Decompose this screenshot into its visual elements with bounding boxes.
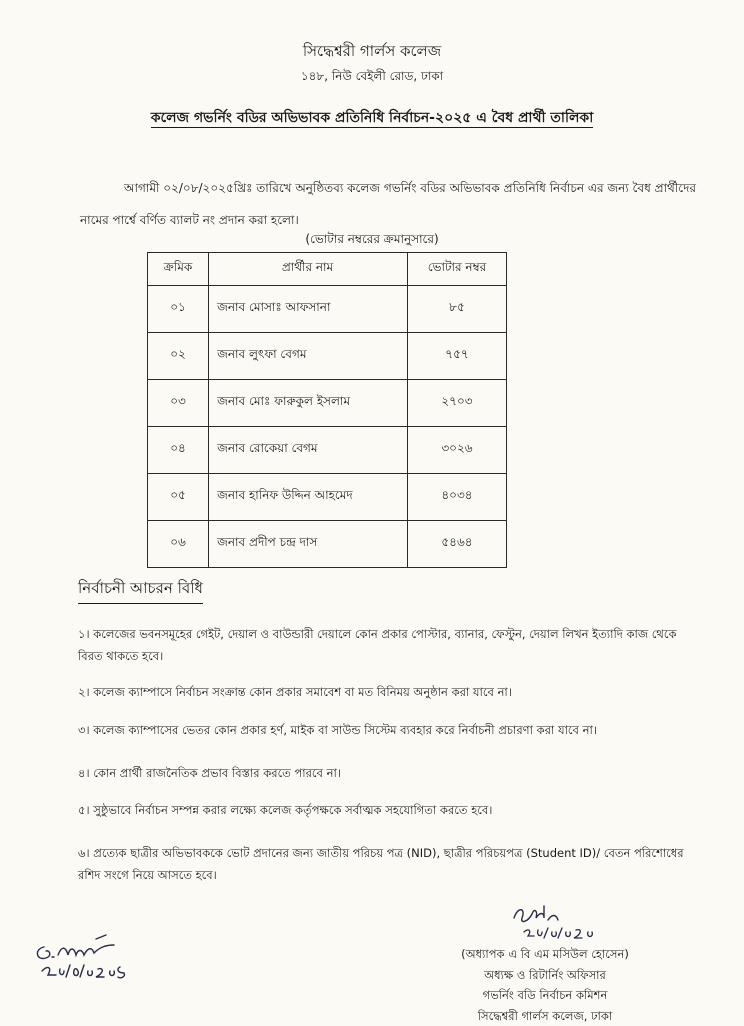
cell-serial: ০৬: [148, 521, 209, 568]
rule-item: ২। কলেজ ক্যাম্পাসে নির্বাচন সংক্রান্ত কোন প্রকার সমাবেশ বা মত বিনিময় অনুষ্ঠান করা যাবে না।: [78, 681, 698, 703]
cell-serial: ০৪: [148, 427, 209, 474]
rule-item: ৪। কোন প্রার্থী রাজনৈতিক প্রভাব বিস্তার করতে পারবে না।: [78, 762, 698, 784]
institution-address: ১৪৮, নিউ বেইলী রোড, ঢাকা: [0, 68, 744, 88]
table-row: [148, 474, 507, 521]
institution-name: সিদ্ধেশ্বরী গার্লস কলেজ: [0, 40, 744, 65]
table-order-note: (ভোটার নম্বরের ক্রমানুসারে): [0, 231, 744, 251]
signatory-institution: সিদ্ধেশ্বরী গার্লস কলেজ, ঢাকা: [420, 1006, 670, 1026]
signatory-commission: গভর্নিং বডি নির্বাচন কমিশন: [420, 985, 670, 1006]
rules-heading: নির্বাচনী আচরন বিধি: [78, 577, 203, 604]
cell-candidate-name: জনাব হানিফ উদ্দিন আহমেদ: [209, 474, 408, 521]
cell-voter-number: ৭৫৭: [407, 333, 506, 380]
rule-item: ৫। সুষ্ঠুভাবে নির্বাচন সম্পন্ন করার লক্ষ্যে কলেজ কর্তৃপক্ষকে সর্বাত্মক সহযোগিতা করতে হবে।: [78, 799, 698, 821]
header-serial: ক্রমিক: [148, 253, 209, 286]
cell-serial: ০৩: [148, 380, 209, 427]
cell-voter-number: ৮৫: [407, 286, 506, 333]
right-handwritten-signature: [500, 900, 610, 944]
rule-item: ৩। কলেজ ক্যাম্পাসের ভেতর কোন প্রকার হর্ণ, মাইক বা সাউন্ড সিস্টেম ব্যবহার করে নির্বাচনী প্রচারণা করা যাবে না।: [78, 719, 698, 741]
cell-serial: ০৫: [148, 474, 209, 521]
intro-paragraph: আগামী ০২/০৮/২০২৫খ্রিঃ তারিখে অনুষ্ঠিতব্য কলেজ গভর্নিং বডির অভিভাবক প্রতিনিধি নির্বাচন এর জন্য বৈধ প্রার্থীদের নামের পার্শ্বে বর্ণিত ব্যালট নং প্রদান করা হলো।: [80, 172, 696, 236]
table-row: [148, 521, 507, 568]
cell-candidate-name: জনাব মোঃ ফারুকুল ইসলাম: [209, 380, 408, 427]
cell-candidate-name: জনাব প্রদীপ চন্দ্র দাস: [209, 521, 408, 568]
document-title: [0, 106, 744, 130]
candidate-table: [147, 252, 507, 568]
cell-voter-number: ২৭০৩: [407, 380, 506, 427]
left-handwritten-signature: [30, 925, 150, 985]
header-candidate-name: প্রার্থীর নাম: [209, 253, 408, 286]
table-row: [148, 333, 507, 380]
cell-serial: ০১: [148, 286, 209, 333]
table-row: [148, 380, 507, 427]
table-header-row: [148, 253, 507, 286]
signatory-block: [420, 944, 670, 1026]
cell-serial: ০২: [148, 333, 209, 380]
cell-voter-number: ৩০২৬: [407, 427, 506, 474]
table-row: [148, 286, 507, 333]
cell-candidate-name: জনাব মোসাঃ আফসানা: [209, 286, 408, 333]
cell-candidate-name: জনাব রোকেয়া বেগম: [209, 427, 408, 474]
table-row: [148, 427, 507, 474]
signatory-designation: অধ্যক্ষ ও রিটার্নিং অফিসার: [420, 965, 670, 986]
header-voter-number: ভোটার নম্বর: [407, 253, 506, 286]
document-title-text: কলেজ গভর্নিং বডির অভিভাবক প্রতিনিধি নির্বাচন-২০২৫ এ বৈধ প্রার্থী তালিকা: [151, 110, 594, 128]
cell-voter-number: ৪০৩৪: [407, 474, 506, 521]
signatory-name: (অধ্যাপক এ বি এম মসিউল হোসেন): [420, 944, 670, 965]
rule-item: ৬। প্রত্যেক ছাত্রীর অভিভাবককে ভোট প্রদানের জন্য জাতীয় পরিচয় পত্র (NID), ছাত্রীর পরিচয়পত্র (Student ID)/ বেতন পরিশোধের রশিদ সংগে নিয়ে আসতে হবে।: [78, 842, 698, 886]
cell-voter-number: ৫৪৬৪: [407, 521, 506, 568]
cell-candidate-name: জনাব লুৎফা বেগম: [209, 333, 408, 380]
rule-item: ১। কলেজের ভবনসমূহের গেইট, দেয়াল ও বাউন্ডারী দেয়ালে কোন প্রকার পোস্টার, ব্যানার, ফেস্টুন, দেয়াল লিখন ইত্যাদি কাজ থেকে বিরত থাকতে হবে।: [78, 623, 698, 667]
